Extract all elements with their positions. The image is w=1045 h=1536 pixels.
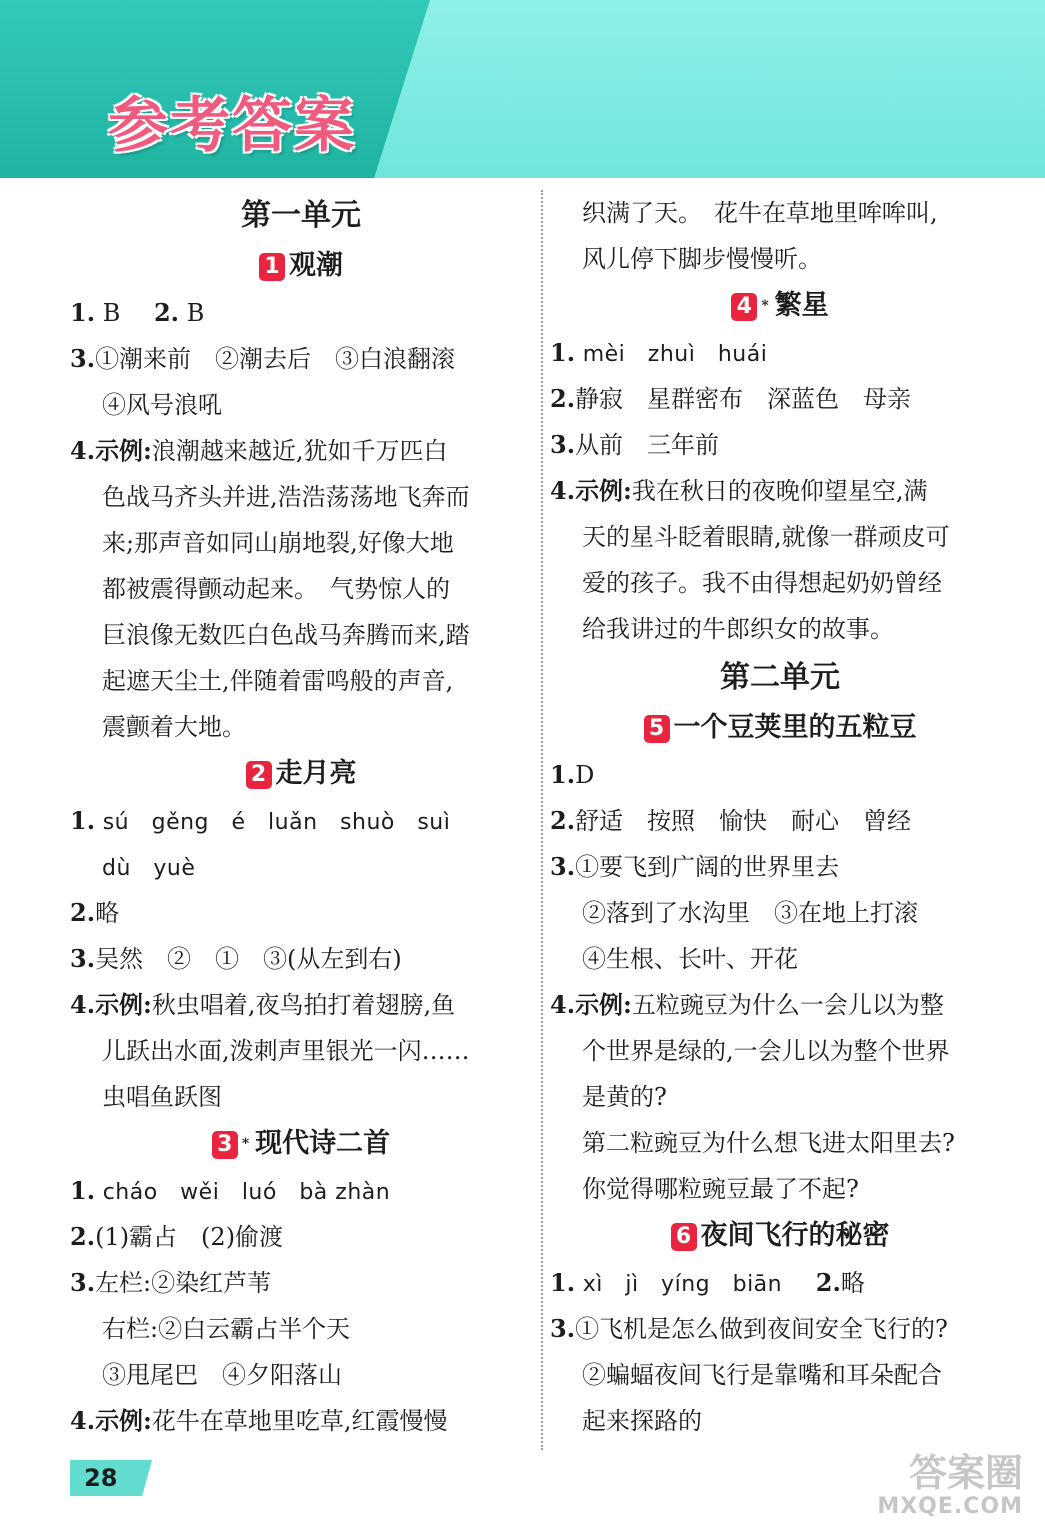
answer-line: 虫唱鱼跃图 bbox=[102, 1083, 222, 1111]
answer-text: D bbox=[575, 761, 595, 789]
question-number: 3. bbox=[70, 944, 96, 973]
answer-line bbox=[70, 428, 532, 474]
answer-line: 天的星斗眨着眼睛,就像一群顽皮可 bbox=[582, 523, 950, 551]
lesson-title: 繁星 bbox=[774, 290, 829, 321]
answer-line bbox=[550, 844, 1010, 890]
question-number: 3. bbox=[70, 1268, 96, 1297]
answer-line: 你觉得哪粒豌豆最了不起? bbox=[582, 1175, 859, 1203]
answer-line: 起来探路的 bbox=[582, 1407, 702, 1435]
answer-text: 吴然 ② ① ③(从左到右) bbox=[95, 945, 402, 973]
example-label: 示例: bbox=[95, 990, 152, 1019]
answer-text: 五粒豌豆为什么一会儿以为整 bbox=[631, 991, 944, 1019]
answer-line bbox=[70, 1168, 532, 1214]
answer-text: 静寂 星群密布 深蓝色 母亲 bbox=[575, 385, 912, 413]
answer-text: 从前 三年前 bbox=[575, 431, 720, 459]
example-label: 示例: bbox=[575, 990, 632, 1019]
answer-line: 儿跃出水面,泼刺声里银光一闪…… bbox=[102, 1037, 470, 1065]
unit-heading-1: 第一单元 bbox=[241, 198, 361, 233]
answer-line bbox=[550, 422, 1010, 468]
question-number: 1. bbox=[70, 1176, 96, 1205]
lesson-title: 观潮 bbox=[289, 250, 343, 281]
question-number: 2. bbox=[70, 1222, 96, 1251]
answer-text: ①潮来前 ②潮去后 ③白浪翻滚 bbox=[95, 345, 456, 373]
answer-line: ②落到了水沟里 ③在地上打滚 bbox=[582, 899, 918, 927]
question-number: 3. bbox=[550, 430, 576, 459]
answer-line bbox=[550, 1306, 1010, 1352]
answer-line: 右栏:②白云霸占半个天 bbox=[102, 1315, 351, 1343]
example-label: 示例: bbox=[95, 1406, 152, 1435]
answer-line: 起遮天尘土,伴随着雷鸣般的声音, bbox=[102, 667, 454, 695]
answer-line bbox=[70, 290, 532, 336]
lesson-heading-6 bbox=[550, 1212, 1010, 1260]
lesson-number-badge: 1 bbox=[259, 253, 285, 281]
example-label: 示例: bbox=[95, 436, 152, 465]
lesson-title: 现代诗二首 bbox=[255, 1128, 391, 1159]
answer-line: ③甩尾巴 ④夕阳落山 bbox=[102, 1361, 342, 1389]
lesson-number-badge: 2 bbox=[246, 761, 272, 789]
watermark-logo: 答案圈 bbox=[908, 1451, 1023, 1495]
question-number: 2. bbox=[550, 806, 576, 835]
question-number: 2. bbox=[70, 898, 96, 927]
answer-text: 略 bbox=[95, 899, 120, 927]
lesson-number-badge: 4 bbox=[731, 293, 757, 321]
answer-text: (1)霸占 (2)偷渡 bbox=[95, 1223, 284, 1251]
question-number: 2. bbox=[550, 384, 576, 413]
lesson-heading-4 bbox=[550, 282, 1010, 330]
answer-line: 巨浪像无数匹白色战马奔腾而来,踏 bbox=[102, 621, 470, 649]
answer-line bbox=[70, 844, 532, 890]
pinyin-text: xì jì yíng biān bbox=[582, 1272, 783, 1297]
answer-line bbox=[70, 1214, 532, 1260]
question-number: 4. bbox=[70, 436, 96, 465]
unit-heading-2: 第二单元 bbox=[720, 660, 840, 695]
answer-line: 爱的孩子。我不由得想起奶奶曾经 bbox=[582, 569, 942, 597]
answer-line: 都被震得颤动起来。 气势惊人的 bbox=[102, 575, 450, 603]
answer-line bbox=[550, 1260, 1010, 1306]
watermark-url: MXQE.COM bbox=[877, 1494, 1023, 1519]
column-divider bbox=[541, 190, 543, 1450]
pinyin-text: sú gěng é luǎn shuò suì bbox=[102, 810, 451, 835]
answer-text: ①飞机是怎么做到夜间安全飞行的? bbox=[575, 1315, 948, 1343]
answer-line: 第二粒豌豆为什么想飞进太阳里去? bbox=[582, 1129, 955, 1157]
example-label: 示例: bbox=[575, 476, 632, 505]
answer-line bbox=[70, 936, 532, 982]
answer-text: B bbox=[186, 299, 205, 327]
answer-line bbox=[550, 330, 1010, 376]
watermark bbox=[877, 1452, 1023, 1520]
question-number: 1. bbox=[550, 338, 576, 367]
answer-text: 花牛在草地里吃草,红霞慢慢 bbox=[151, 1407, 448, 1435]
lesson-number-badge: 3 bbox=[212, 1131, 238, 1159]
starred-lesson-mark: * bbox=[241, 1136, 250, 1152]
question-number: 4. bbox=[550, 990, 576, 1019]
answer-text: 略 bbox=[840, 1269, 865, 1297]
pinyin-text: cháo wěi luó bà zhàn bbox=[102, 1180, 391, 1205]
answer-line: 是黄的? bbox=[582, 1083, 667, 1111]
page-title: 参考答案 bbox=[108, 91, 356, 161]
answer-line: ④生根、长叶、开花 bbox=[582, 945, 798, 973]
question-number: 4. bbox=[550, 476, 576, 505]
lesson-title: 夜间飞行的秘密 bbox=[700, 1220, 890, 1251]
question-number: 2. bbox=[153, 298, 180, 327]
answer-text: 我在秋日的夜晚仰望星空,满 bbox=[631, 477, 928, 505]
lesson-heading-5 bbox=[550, 704, 1010, 752]
answer-line bbox=[550, 982, 1010, 1028]
starred-lesson-mark: * bbox=[761, 298, 769, 314]
answer-text: 秋虫唱着,夜鸟拍打着翅膀,鱼 bbox=[151, 991, 456, 1019]
answer-line: 风儿停下脚步慢慢听。 bbox=[582, 245, 822, 273]
question-number: 3. bbox=[550, 852, 576, 881]
lesson-heading-2 bbox=[70, 750, 532, 798]
answer-line: 来;那声音如同山崩地裂,好像大地 bbox=[102, 529, 454, 557]
right-column bbox=[550, 190, 1010, 1466]
answer-line bbox=[70, 798, 532, 844]
answer-text: 舒适 按照 愉快 耐心 曾经 bbox=[575, 807, 912, 835]
answer-line: 震颤着大地。 bbox=[102, 713, 246, 741]
lesson-heading-1 bbox=[70, 242, 532, 290]
answer-line: 织满了天。 花牛在草地里哞哞叫, bbox=[582, 199, 938, 227]
answer-line bbox=[70, 982, 532, 1028]
answer-line: ④风号浪吼 bbox=[102, 391, 222, 419]
answer-line bbox=[550, 798, 1010, 844]
question-number: 3. bbox=[70, 344, 96, 373]
header-banner bbox=[0, 0, 1045, 178]
answer-text: ①要飞到广阔的世界里去 bbox=[575, 853, 840, 881]
answer-line: 色战马齐头并进,浩浩荡荡地飞奔而 bbox=[102, 483, 470, 511]
answer-text: B bbox=[102, 299, 121, 327]
answer-line bbox=[70, 1398, 532, 1444]
answer-line: ②蝙蝠夜间飞行是靠嘴和耳朵配合 bbox=[582, 1361, 942, 1389]
lesson-title: 走月亮 bbox=[275, 758, 357, 789]
answer-line: 给我讲过的牛郎织女的故事。 bbox=[582, 615, 894, 643]
pinyin-text: mèi zhuì huái bbox=[582, 342, 768, 367]
answer-text: 左栏:②染红芦苇 bbox=[95, 1269, 272, 1297]
answer-line bbox=[70, 890, 532, 936]
answer-line bbox=[70, 336, 532, 382]
answer-line bbox=[550, 752, 1010, 798]
question-number: 4. bbox=[70, 990, 96, 1019]
lesson-heading-3 bbox=[70, 1120, 532, 1168]
page-number: 28 bbox=[84, 1464, 118, 1492]
answer-text: 浪潮越来越近,犹如千万匹白 bbox=[151, 437, 448, 465]
question-number: 1. bbox=[550, 1268, 576, 1297]
question-number: 1. bbox=[550, 760, 576, 789]
question-number: 4. bbox=[70, 1406, 96, 1435]
answer-line: 个世界是绿的,一会儿以为整个世界 bbox=[582, 1037, 950, 1065]
question-number: 1. bbox=[70, 298, 96, 327]
question-number: 1. bbox=[70, 806, 96, 835]
lesson-number-badge: 6 bbox=[671, 1223, 697, 1251]
answer-line bbox=[550, 376, 1010, 422]
lesson-number-badge: 5 bbox=[644, 715, 670, 743]
answer-line bbox=[70, 1260, 532, 1306]
left-column bbox=[70, 190, 532, 1466]
lesson-title: 一个豆荚里的五粒豆 bbox=[673, 712, 917, 743]
question-number: 2. bbox=[815, 1268, 841, 1297]
pinyin-text: dù yuè bbox=[102, 856, 196, 881]
question-number: 3. bbox=[550, 1314, 576, 1343]
answer-line bbox=[550, 468, 1010, 514]
